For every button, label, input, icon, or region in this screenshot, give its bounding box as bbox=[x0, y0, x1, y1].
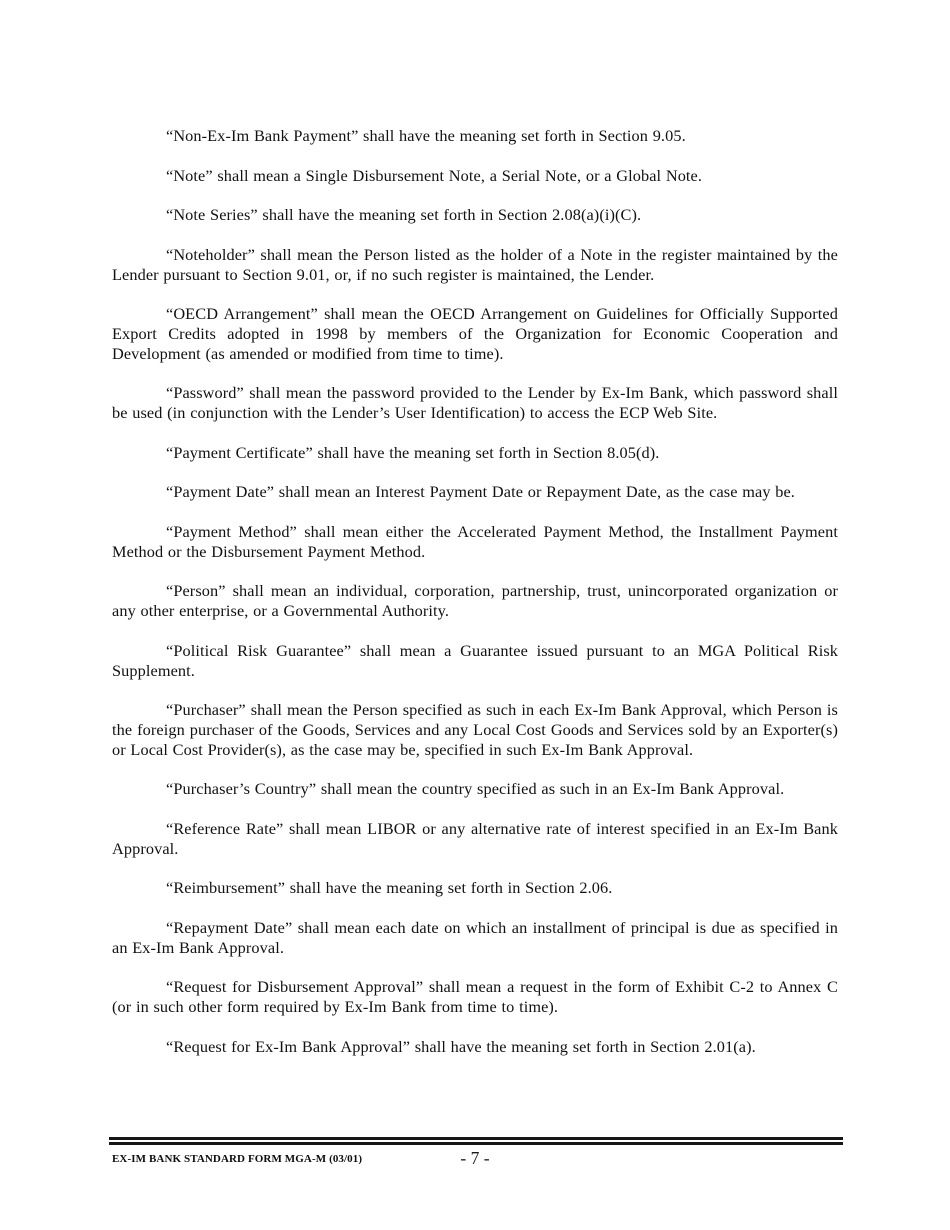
definition-paragraph: “OECD Arrangement” shall mean the OECD Arrangement on Guidelines for Officially Supported Export Credits adopted in 1998 by members of the Organization for Economic Cooperation and Development (as amended or modified from time to time). bbox=[112, 304, 838, 363]
definition-paragraph: “Purchaser’s Country” shall mean the country specified as such in an Ex-Im Bank Approval. bbox=[166, 779, 785, 799]
definition-paragraph: “Non-Ex-Im Bank Payment” shall have the meaning set forth in Section 9.05. bbox=[166, 126, 686, 145]
footer-double-rule bbox=[109, 1137, 843, 1145]
definition-paragraph: “Payment Certificate” shall have the meaning set forth in Section 8.05(d). bbox=[166, 442, 660, 462]
definition-paragraph: “Repayment Date” shall mean each date on which an installment of principal is due as specified in an Ex-Im Bank Approval. bbox=[112, 917, 838, 957]
definition-paragraph: “Note Series” shall have the meaning set forth in Section 2.08(a)(i)(C). bbox=[166, 205, 642, 225]
definition-paragraph: “Noteholder” shall mean the Person listed as the holder of a Note in the register maintained by the Lender pursuant to Section 9.01, or, if no such register is maintained, the Lender. bbox=[112, 244, 838, 284]
footer-page-number: - 7 - bbox=[460, 1148, 490, 1168]
definition-paragraph: “Reference Rate” shall mean LIBOR or any alternative rate of interest specified in an Ex-Im Bank Approval. bbox=[112, 818, 838, 858]
definition-paragraph: “Password” shall mean the password provided to the Lender by Ex-Im Bank, which password shall be used (in conjunction with the Lender’s User Identification) to access the ECP Web Site. bbox=[112, 383, 838, 423]
definitions-body bbox=[112, 126, 838, 1076]
definition-paragraph: “Payment Date” shall mean an Interest Payment Date or Repayment Date, as the case may be. bbox=[166, 482, 795, 502]
definition-paragraph: “Payment Method” shall mean either the Accelerated Payment Method, the Installment Payment Method or the Disbursement Payment Method. bbox=[112, 521, 838, 561]
definition-paragraph: “Request for Disbursement Approval” shall mean a request in the form of Exhibit C-2 to Annex C (or in such other form required by Ex-Im Bank from time to time). bbox=[112, 977, 838, 1017]
definition-paragraph: “Political Risk Guarantee” shall mean a Guarantee issued pursuant to an MGA Political Risk Supplement. bbox=[112, 640, 838, 680]
definition-paragraph: “Purchaser” shall mean the Person specified as such in each Ex-Im Bank Approval, which Person is the foreign purchaser of the Goods, Services and any Local Cost Goods and Services sold by an Exporter(s) or Local Cost Provider(s), as the case may be, specified in such Ex-Im Bank Approval. bbox=[112, 700, 838, 759]
definition-paragraph: “Note” shall mean a Single Disbursement Note, a Serial Note, or a Global Note. bbox=[166, 165, 703, 185]
definition-paragraph: “Reimbursement” shall have the meaning set forth in Section 2.06. bbox=[166, 878, 613, 898]
definition-paragraph: “Person” shall mean an individual, corporation, partnership, trust, unincorporated organization or any other enterprise, or a Governmental Authority. bbox=[112, 581, 838, 621]
footer-form-label: EX-IM BANK STANDARD FORM MGA-M (03/01) bbox=[112, 1153, 363, 1165]
definition-paragraph: “Request for Ex-Im Bank Approval” shall have the meaning set forth in Section 2.01(a). bbox=[166, 1036, 756, 1056]
